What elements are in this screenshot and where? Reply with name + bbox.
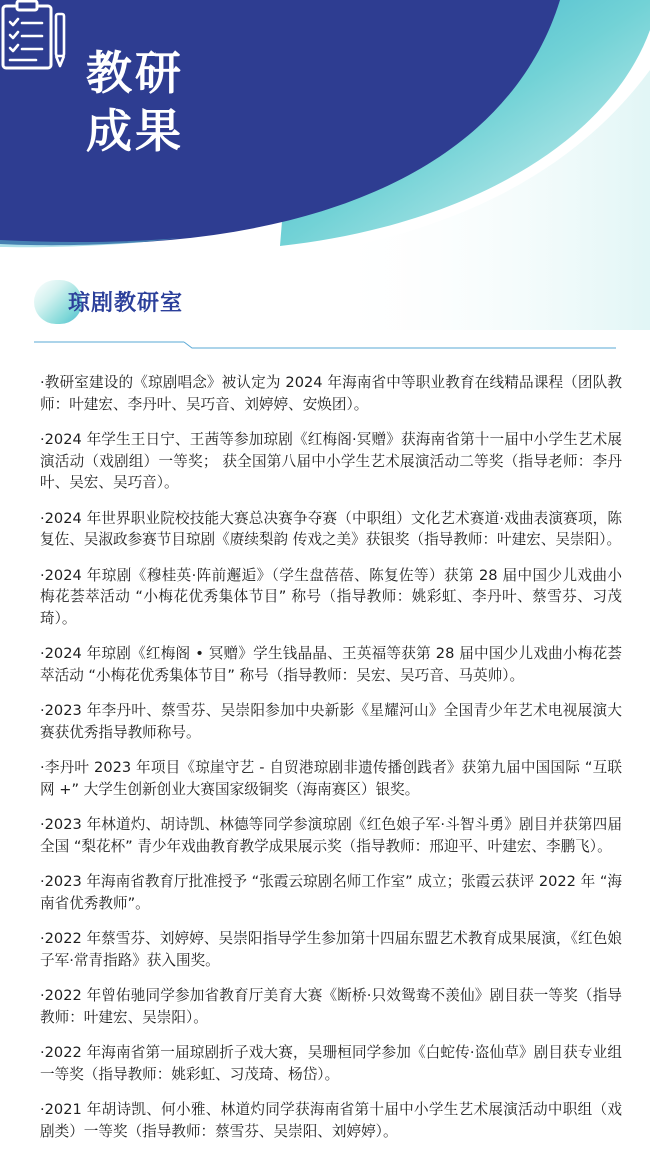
- list-item: ·2023 年李丹叶、蔡雪芬、吴崇阳参加中央新影《星耀河山》全国青少年艺术电视展演大赛获优秀指导教师称号。: [40, 702, 622, 741]
- list-item: ·2024 年学生王日宁、王茜等参加琼剧《红梅阁·冥赠》获海南省第十一届中小学生艺术展演活动（戏剧组）一等奖； 获全国第八届中小学生艺术展演活动二等奖（指导老师：李丹叶、吴宏、吴巧音）。: [40, 431, 622, 491]
- list-item: ·2024 年世界职业院校技能大赛总决赛争夺赛（中职组）文化艺术赛道·戏曲表演赛项，陈复佐、吴淑政参赛节目琼剧《赓续梨韵 传戏之美》获银奖（指导教师：叶建宏、吴崇阳）。: [40, 509, 622, 548]
- list-item: ·教研室建设的《琼剧唱念》被认定为 2024 年海南省中等职业教育在线精品课程（团队教师：叶建宏、李丹叶、吴巧音、刘婷婷、安焕团）。: [40, 374, 622, 413]
- list-item: ·2024 年琼剧《红梅阁 • 冥赠》学生钱晶晶、王英福等获第 28 届中国少儿戏曲小梅花荟萃活动 “小梅花优秀集体节目” 称号（指导教师：吴宏、吴巧音、马英帅）。: [40, 645, 622, 684]
- list-item: ·2021 年胡诗凯、何小雅、林道灼同学获海南省第十届中小学生艺术展演活动中职组（戏剧类）一等奖（指导教师：蔡雪芬、吴崇阳、刘婷婷）。: [40, 1101, 622, 1140]
- page-title-line1: 教研: [86, 46, 184, 100]
- page-title: [86, 44, 184, 160]
- list-item: ·2022 年蔡雪芬、刘婷婷、吴崇阳指导学生参加第十四届东盟艺术教育成果展演，《红色娘子军·常青指路》获入围奖。: [40, 930, 622, 969]
- list-item: ·2023 年海南省教育厅批准授予 “张霞云琼剧名师工作室” 成立；张霞云获评 2022 年 “海南省优秀教师”。: [40, 873, 622, 912]
- list-item: ·2024 年琼剧《穆桂英·阵前邂逅》（学生盘蓓蓓、陈复佐等）获第 28 届中国少儿戏曲小梅花荟萃活动 “小梅花优秀集体节目” 称号（指导教师：姚彩虹、李丹叶、蔡雪芬、习茂琦）。: [40, 566, 622, 627]
- section-divider: [34, 338, 616, 350]
- section-title: 琼剧教研室: [68, 291, 184, 316]
- clipboard-checklist-icon: [0, 0, 70, 72]
- list-item: ·李丹叶 2023 年项目《琼崖守艺 - 自贸港琼剧非遗传播创践者》获第九届中国国际 “互联网 +” 大学生创新创业大赛国家级铜奖（海南赛区）银奖。: [40, 759, 622, 798]
- achievement-list: [40, 372, 622, 1156]
- section-header: [34, 280, 594, 326]
- page-title-line2: 成果: [86, 104, 184, 158]
- list-item: ·2023 年林道灼、胡诗凯、林德等同学参演琼剧《红色娘子军·斗智斗勇》剧目并获第四届全国 “梨花杯” 青少年戏曲教育教学成果展示奖（指导教师：邢迎平、叶建宏、李鹏飞）。: [40, 816, 622, 855]
- list-item: ·2022 年曾佑驰同学参加省教育厅美育大赛《断桥·只效鸳鸯不羡仙》剧目获一等奖（指导教师：叶建宏、吴崇阳）。: [40, 987, 622, 1026]
- list-item: ·2022 年海南省第一届琼剧折子戏大赛，吴珊桓同学参加《白蛇传·盗仙草》剧目获专业组一等奖（指导教师：姚彩虹、习茂琦、杨岱）。: [40, 1044, 622, 1083]
